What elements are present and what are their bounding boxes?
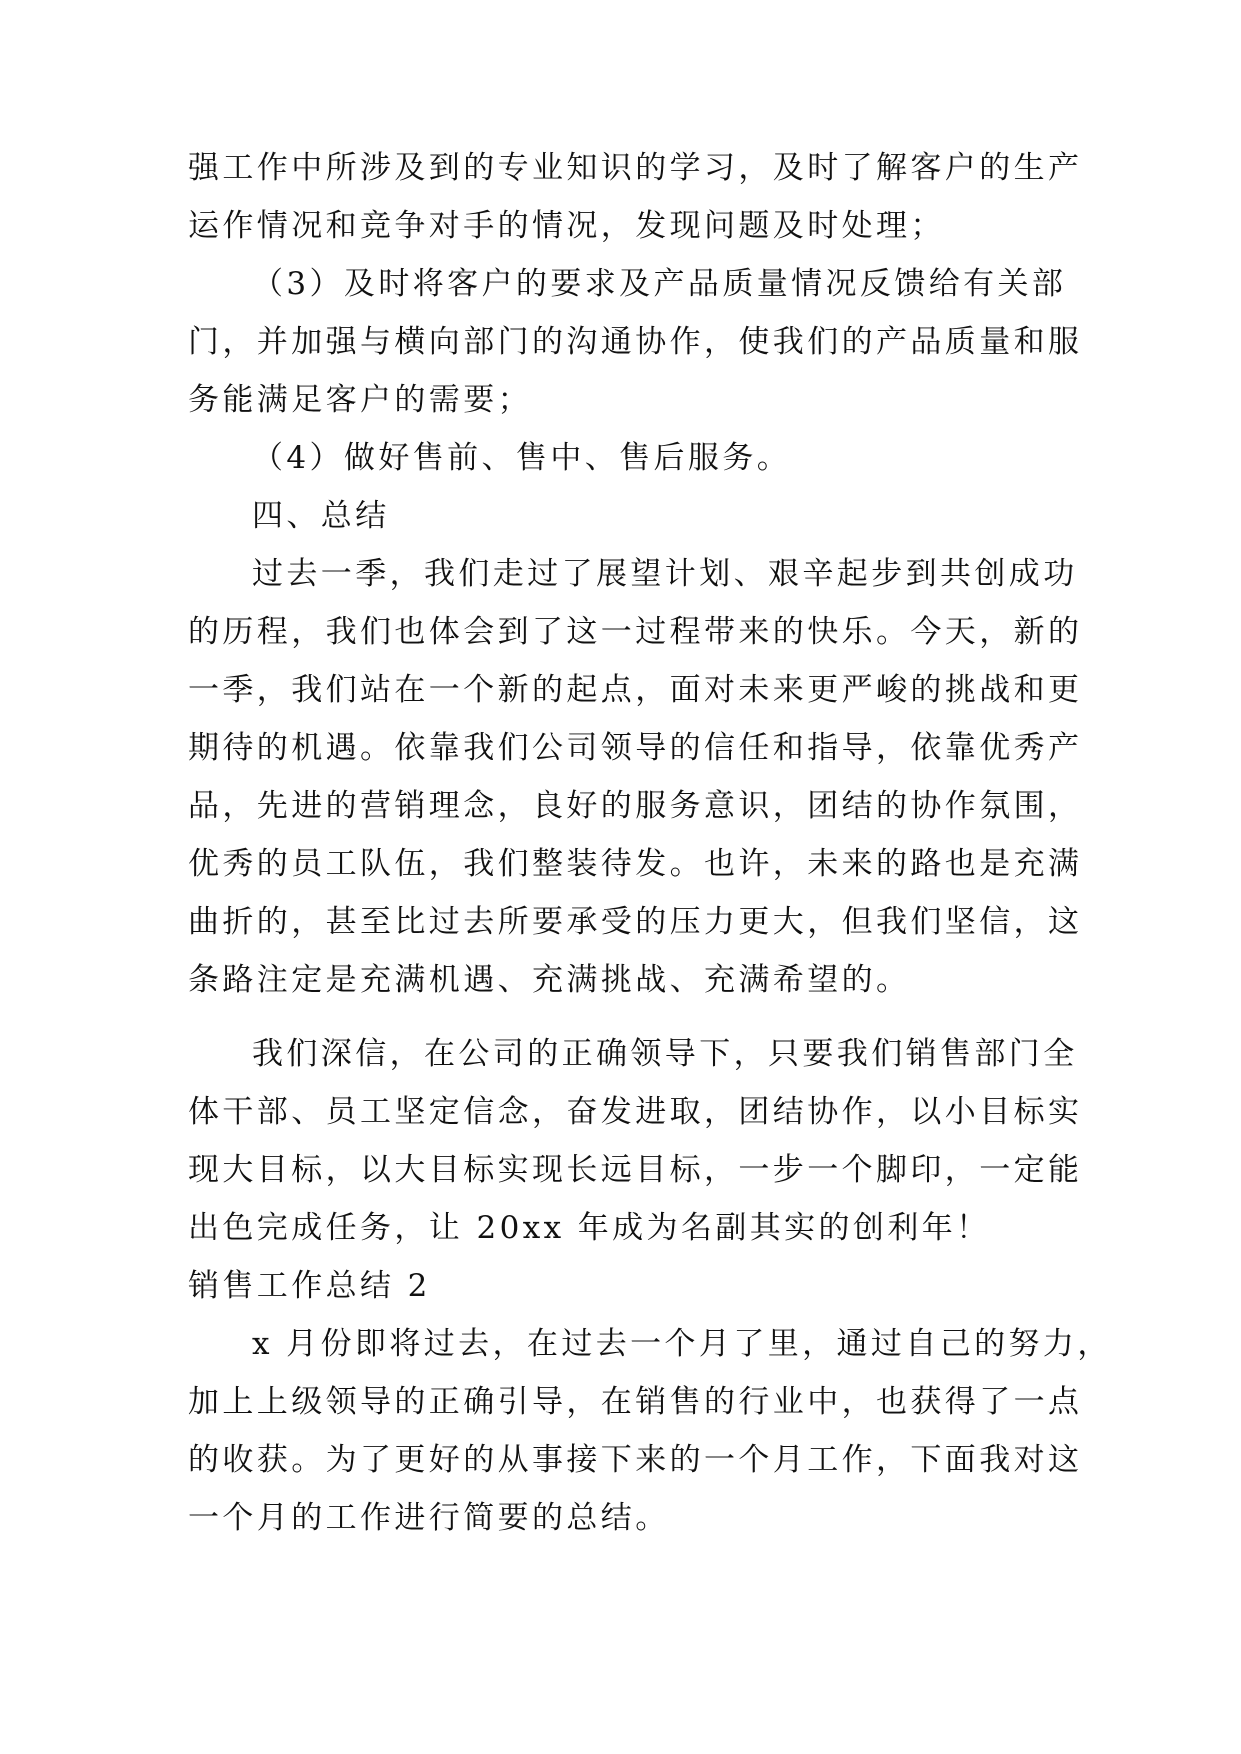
paragraph-line: 的历程，我们也体会到了这一过程带来的快乐。今天，新的 [188, 614, 1083, 650]
paragraph-line: 期待的机遇。依靠我们公司领导的信任和指导，依靠优秀产 [188, 730, 1083, 766]
paragraph-line: 加上上级领导的正确引导，在销售的行业中，也获得了一点 [188, 1384, 1083, 1420]
paragraph-line: 优秀的员工队伍，我们整装待发。也许，未来的路也是充满 [188, 846, 1083, 882]
paragraph-line: 门，并加强与横向部门的沟通协作，使我们的产品质量和服 [188, 324, 1083, 360]
list-item-3-line: （3）及时将客户的要求及产品质量情况反馈给有关部 [252, 266, 1067, 302]
list-item-4-line: （4）做好售前、售中、售后服务。 [252, 440, 792, 476]
section-heading: 四、总结 [252, 498, 390, 534]
paragraph-line: 务能满足客户的需要； [188, 382, 532, 418]
document-title: 销售工作总结 2 [188, 1268, 431, 1304]
paragraph-line: 一季，我们站在一个新的起点，面对未来更严峻的挑战和更 [188, 672, 1083, 708]
paragraph-line: 强工作中所涉及到的专业知识的学习，及时了解客户的生产 [188, 150, 1083, 186]
paragraph-line: 运作情况和竞争对手的情况，发现问题及时处理； [188, 208, 945, 244]
paragraph-line: 出色完成任务，让 20xx 年成为名副其实的创利年！ [188, 1210, 991, 1246]
paragraph-line: 一个月的工作进行简要的总结。 [188, 1500, 670, 1536]
paragraph-line: 品，先进的营销理念，良好的服务意识，团结的协作氛围， [188, 788, 1083, 824]
paragraph-line: 体干部、员工坚定信念，奋发进取，团结协作，以小目标实 [188, 1094, 1083, 1130]
paragraph-line: 过去一季，我们走过了展望计划、艰辛起步到共创成功 [252, 556, 1078, 592]
paragraph-line: 我们深信，在公司的正确领导下，只要我们销售部门全 [252, 1036, 1078, 1072]
paragraph-line: 的收获。为了更好的从事接下来的一个月工作，下面我对这 [188, 1442, 1083, 1478]
paragraph-line: 曲折的，甚至比过去所要承受的压力更大，但我们坚信，这 [188, 904, 1083, 940]
paragraph-line: 条路注定是充满机遇、充满挑战、充满希望的。 [188, 962, 911, 998]
paragraph-line: 现大目标，以大目标实现长远目标，一步一个脚印，一定能 [188, 1152, 1083, 1188]
paragraph-line: x 月份即将过去，在过去一个月了里，通过自己的努力， [252, 1326, 1112, 1362]
